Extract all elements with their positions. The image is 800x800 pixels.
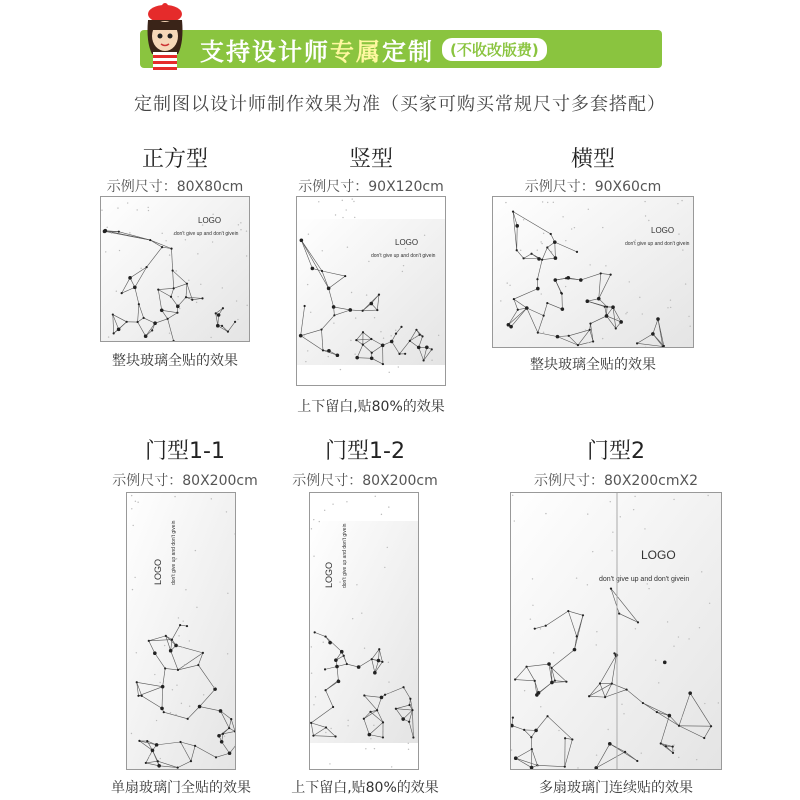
caption-vertical: 上下留白,贴80%的效果 <box>297 399 445 415</box>
network-pattern-image <box>493 197 694 348</box>
type-title-door-2: 门型2 <box>587 439 645 464</box>
size-label-door-1-2: 示例尺寸：80X200cm <box>292 473 438 489</box>
banner-title <box>200 32 434 67</box>
svg-text:LOGO: LOGO <box>651 226 675 235</box>
caption-horizontal: 整块玻璃全贴的效果 <box>530 357 656 373</box>
network-pattern-image <box>297 197 446 386</box>
svg-text:don't give up and don't givein: don't give up and don't givein <box>371 253 436 259</box>
svg-text:don't give up and don't givein: don't give up and don't givein <box>599 576 690 583</box>
type-title-door-1-1: 门型1-1 <box>145 439 225 464</box>
caption-door-2: 多扇玻璃门连续贴的效果 <box>539 780 693 796</box>
size-label-door-2: 示例尺寸：80X200cmX2 <box>534 473 698 489</box>
banner-title-highlight: 专属 <box>330 37 382 66</box>
size-label-door-1-1: 示例尺寸：80X200cm <box>112 473 258 489</box>
network-pattern-image <box>101 197 250 342</box>
network-pattern-image <box>127 493 236 770</box>
type-title-vertical: 竖型 <box>348 147 393 172</box>
type-title-door-1-2: 门型1-2 <box>325 439 405 464</box>
subtitle: 定制图以设计师制作效果为准（买家可购买常规尺寸多套搭配） <box>134 94 666 115</box>
header-banner <box>140 30 662 68</box>
svg-text:LOGO: LOGO <box>641 548 676 562</box>
svg-text:LOGO: LOGO <box>198 216 222 225</box>
svg-text:don't give up and don't givein: don't give up and don't givein <box>342 523 348 588</box>
mascot-girl-icon <box>140 2 190 74</box>
size-label-vertical: 示例尺寸：90X120cm <box>298 179 444 195</box>
svg-text:LOGO: LOGO <box>324 561 334 588</box>
caption-door-1-2: 上下留白,贴80%的效果 <box>291 780 439 796</box>
caption-square: 整块玻璃全贴的效果 <box>112 353 238 369</box>
type-title-square: 正方型 <box>141 147 208 172</box>
size-label-square: 示例尺寸：80X80cm <box>106 179 244 195</box>
svg-text:LOGO: LOGO <box>395 238 419 247</box>
svg-text:don't give up and don't givein: don't give up and don't givein <box>171 520 177 585</box>
caption-door-1-1: 单扇玻璃门全贴的效果 <box>111 780 251 796</box>
svg-text:don't give up and don't givein: don't give up and don't givein <box>625 241 690 247</box>
panel-door-1-1 <box>126 492 236 770</box>
banner-title-part1: 支持设计师 <box>200 37 330 66</box>
size-label-horizontal: 示例尺寸：90X60cm <box>524 179 662 195</box>
panel-square <box>100 196 250 342</box>
panel-vertical <box>296 196 446 386</box>
network-pattern-image <box>511 493 722 770</box>
panel-door-2 <box>510 492 722 770</box>
panel-horizontal <box>492 196 694 348</box>
network-pattern-image <box>310 493 419 770</box>
svg-text:don't give up and don't givein: don't give up and don't givein <box>174 231 239 237</box>
panel-door-1-2 <box>309 492 419 770</box>
type-title-horizontal: 横型 <box>570 147 615 172</box>
svg-text:LOGO: LOGO <box>153 558 163 585</box>
banner-note: (不收改版费) <box>442 38 547 61</box>
banner-title-part2: 定制 <box>382 37 434 66</box>
